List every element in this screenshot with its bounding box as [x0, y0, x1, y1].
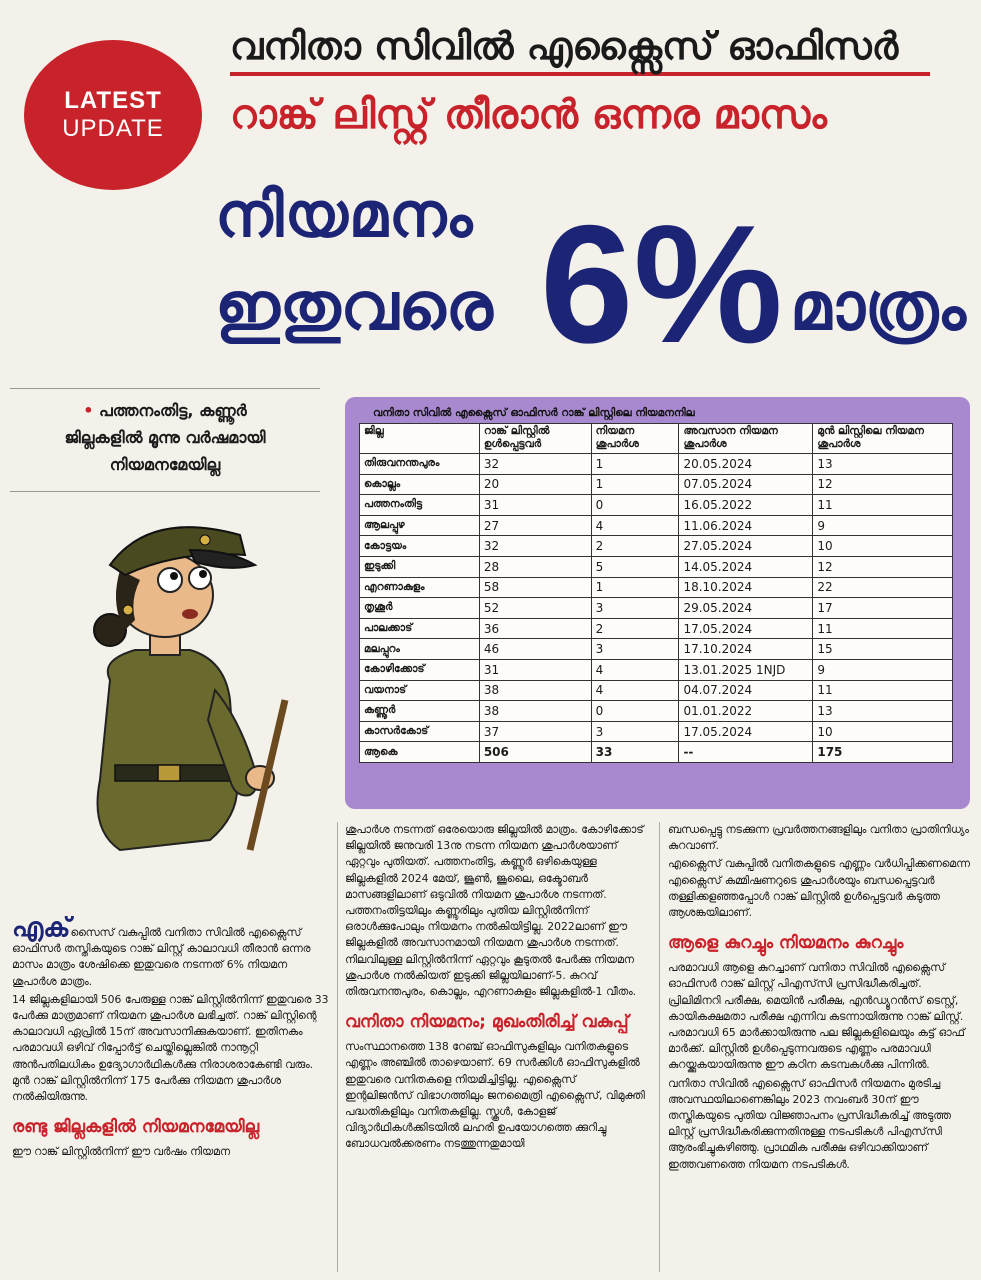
- table-row: [360, 495, 953, 516]
- cell-district: കാസർകോട്: [360, 721, 480, 742]
- cell-in-list: 27: [479, 515, 591, 536]
- cell-previous: 13: [813, 701, 953, 722]
- table-row: [360, 639, 953, 660]
- cell-in-list: 38: [479, 701, 591, 722]
- paragraph: സംസ്ഥാനത്തെ 138 റേഞ്ച് ഓഫിസുകളിലും വനിതകളുടെ എണ്ണം അഞ്ചിൽ താഴെയാണ്. 69 സർക്കിൾ ഓഫിസുകളിൽ ഇതുവരെ വനിതകളെ നിയമിച്ചിട്ടില്ല. എക്സൈസ് ഇന്റലിജൻസ് വിഭാഗത്തിലും ജനമൈത്രി എക്സൈസ്, വിമുക്തി പദ്ധതികളിലും വനിതകളില്ല. സ്കൂൾ, കോളജ് വിദ്യാർഥികൾക്കിടയിൽ ലഹരി ഉപയോഗത്തെ ക്കുറിച്ചു ബോധവൽക്കരണം നടത്തുന്നതുമായി: [345, 1040, 645, 1151]
- article-column-3: [668, 822, 973, 1175]
- table-row: [360, 536, 953, 557]
- paragraph: 14 ജില്ലകളിലായി 506 പേരുള്ള റാങ്ക് ലിസ്റ്റിൽനിന്ന് ഇതുവരെ 33 പേർക്കു മാത്രമാണ് നിയമന ശുപാർശ ലഭിച്ചത്. റാങ്ക് ലിസ്റ്റിന്റെ കാലാവധി ഏപ്രിൽ 15ന് അവസാനിക്കുകയാണ്. ഇതിനകം പരമാവധി ഒഴിവ് റിപ്പോർട്ട് ചെയ്തില്ലെങ്കിൽ നാനൂറ്റി അൻപതിലധികം ഉദ്യോഗാർഥികൾക്കു നിരാശരാകേണ്ടി വരും. മുൻ റാങ്ക് ലിസ്റ്റിൽനിന്ന് 175 പേർക്കു നിയമന ശുപാർശ നൽകിയിരുന്നു.: [12, 992, 329, 1104]
- table-row: [360, 721, 953, 742]
- header-last-recommendation: അവസാന നിയമന ശുപാർശ: [679, 424, 813, 454]
- cell-previous: 11: [813, 680, 953, 701]
- cell-recommended: 0: [591, 701, 679, 722]
- header-district: ജില്ല: [360, 424, 480, 454]
- cell-recommended: 3: [591, 639, 679, 660]
- cell-district: തിരുവനന്തപുരം: [360, 454, 480, 475]
- cell-last-date: 07.05.2024: [679, 474, 813, 495]
- officer-illustration: [40, 510, 330, 860]
- cell-district: കോട്ടയം: [360, 536, 480, 557]
- section-title: ആളെ കുറച്ചും നിയമനം കുറച്ചും: [668, 933, 904, 954]
- cell-previous: 13: [813, 454, 953, 475]
- table-row: [360, 680, 953, 701]
- paragraph: ശുപാർശ നടന്നത് ഒരേയൊരു ജില്ലയിൽ മാത്രം. കോഴിക്കോട് ജില്ലയിൽ ജനുവരി 13നു നടന്ന നിയമന ശുപാർശയാണ് ഏറ്റവും പുതിയത്. പത്തനംതിട്ട, കണ്ണൂർ ഒഴികെയുള്ള ജില്ലകളിൽ 2024 മേയ്, ജൂൺ, ജൂലൈ, ഒക്ടോബർ മാസങ്ങളിലാണ് ഒടുവിൽ നിയമന ശുപാർശ നടന്നത്. പത്തനംതിട്ടയിലും കണ്ണൂരിലും പുതിയ ലിസ്റ്റിൽനിന്ന് ഒരാൾക്കുപോലും നിയമനം നൽകിയിട്ടില്ല. 2022ലാണ് ഈ ജില്ലകളിൽ അവസാനമായി നിയമന ശുപാർശ നടന്നത്. നിലവിലുള്ള ലിസ്റ്റിൽനിന്ന് ഏറ്റവും കൂടുതൽ പേർക്കു നിയമന ശുപാർശ നൽകിയത് ഇടുക്കി ജില്ലയിലാണ്-5. കുറവ് തിരുവനന്തപുരം, കൊല്ലം, എറണാകുളം ജില്ലകളിൽ-1 വീതം.: [345, 823, 644, 999]
- cell-recommended: 1: [591, 577, 679, 598]
- table-row: [360, 618, 953, 639]
- cell-district: പാലക്കാട്: [360, 618, 480, 639]
- cell-in-list: 46: [479, 639, 591, 660]
- headline-percent: 6%: [540, 190, 783, 378]
- paragraph: പരമാവധി ആളെ കുറച്ചാണ് വനിതാ സിവിൽ എക്സൈസ് ഓഫിസർ റാങ്ക് ലിസ്റ്റ് പിഎസ്‌സി പ്രസിദ്ധീകരിച്ചത്. പ്രിലിമിനറി പരീക്ഷ, മെയിൻ പരീക്ഷ, എൻഡ്യൂറൻസ് ടെസ്റ്റ്, കായികക്ഷമതാ പരീക്ഷ എന്നിവ കടന്നായിരുന്നു റാങ്ക് ലിസ്റ്റ്. പരമാവധി 65 മാർക്കായിരുന്നു പല ജില്ലകളിലെയും കട്ട് ഓഫ് മാർക്ക്. ലിസ്റ്റിൽ ഉൾപ്പെടുന്നവരുടെ എണ്ണം പരമാവധി കുറയ്ക്കുകയായിരുന്നു ഈ കഠിന കടമ്പകൾക്കു പിന്നിൽ.: [668, 961, 965, 1072]
- cell-district: ആലപ്പുഴ: [360, 515, 480, 536]
- article-column-1: [12, 913, 330, 1162]
- cell-last-date: 14.05.2024: [679, 556, 813, 577]
- column-divider: [337, 822, 338, 1272]
- table-row: [360, 701, 953, 722]
- badge-line2: UPDATE: [62, 115, 164, 142]
- cell-in-list: 38: [479, 680, 591, 701]
- cell-recommended: 5: [591, 556, 679, 577]
- latest-update-badge: [24, 40, 202, 190]
- cell-in-list: 52: [479, 598, 591, 619]
- cell-recommended: 0: [591, 495, 679, 516]
- table-row: [360, 556, 953, 577]
- highlight-line1: [10, 397, 320, 424]
- paragraph-text: സൈസ് വകുപ്പിൽ വനിതാ സിവിൽ എക്സൈസ് ഓഫിസർ തസ്തികയുടെ റാങ്ക് ലിസ്റ്റ് കാലാവധി തീരാൻ ഒന്നര മാസം മാത്രം ശേഷിക്കെ ഇതുവരെ നടന്നത് 6% നിയമന ശുപാർശ മാത്രം.: [12, 926, 311, 988]
- cell-previous: 12: [813, 474, 953, 495]
- cell-last-date: 01.01.2022: [679, 701, 813, 722]
- paragraph: [12, 913, 330, 990]
- cell-district: മലപ്പുറം: [360, 639, 480, 660]
- cell-last-date: 20.05.2024: [679, 454, 813, 475]
- cell-previous: 17: [813, 598, 953, 619]
- cell-in-list: 28: [479, 556, 591, 577]
- table-total-row: [360, 742, 953, 763]
- cell-recommended: 4: [591, 680, 679, 701]
- cell-recommended: 1: [591, 474, 679, 495]
- cell-in-list: 31: [479, 659, 591, 680]
- kicker: വനിതാ സിവിൽ എക്സൈസ് ഓഫിസർ: [230, 24, 930, 76]
- cell-recommended: 3: [591, 721, 679, 742]
- column-divider: [659, 822, 660, 1272]
- cell-previous: 10: [813, 536, 953, 557]
- cell-in-list: 31: [479, 495, 591, 516]
- cell-last-date: 29.05.2024: [679, 598, 813, 619]
- dropcap: എക്: [12, 913, 71, 943]
- table-caption: വനിതാ സിവിൽ എക്സൈസ് ഓഫിസർ റാങ്ക് ലിസ്റ്റിലെ നിയമനനില: [373, 407, 695, 419]
- cell-previous: 22: [813, 577, 953, 598]
- highlight-box: [10, 388, 320, 492]
- cell-last-date: 17.05.2024: [679, 618, 813, 639]
- cell-previous: 11: [813, 618, 953, 639]
- table-header-row: [360, 424, 953, 454]
- paragraph: ഈ റാങ്ക് ലിസ്റ്റിൽനിന്ന് ഈ വർഷം നിയമന: [12, 1145, 230, 1159]
- table-row: [360, 659, 953, 680]
- cell-last-date: 17.10.2024: [679, 639, 813, 660]
- cell-district: പത്തനംതിട്ട: [360, 495, 480, 516]
- cell-district: വയനാട്: [360, 680, 480, 701]
- cell-district: എറണാകുളം: [360, 577, 480, 598]
- table-row: [360, 474, 953, 495]
- cell-district: ഇടുക്കി: [360, 556, 480, 577]
- cell-last-date: 13.01.2025 1NJD: [679, 659, 813, 680]
- header-previous-list: മുൻ ലിസ്റ്റിലെ നിയമന ശുപാർശ: [813, 424, 953, 454]
- rank-list-table: [359, 423, 953, 763]
- highlight-text2: ജില്ലകളിൽ മൂന്നു വർഷമായി: [64, 428, 266, 447]
- highlight-text1: പത്തനംതിട്ട, കണ്ണൂർ: [99, 401, 247, 420]
- headline-line3: മാത്രം: [790, 268, 966, 345]
- table-row: [360, 598, 953, 619]
- cell-recommended: 4: [591, 515, 679, 536]
- cell-previous: 12: [813, 556, 953, 577]
- cell-recommended: 4: [591, 659, 679, 680]
- paragraph: ബന്ധപ്പെട്ടു നടക്കുന്ന പ്രവർത്തനങ്ങളിലും വനിതാ പ്രാതിനിധ്യം കുറവാണ്.: [668, 823, 969, 853]
- cell-last-date: 04.07.2024: [679, 680, 813, 701]
- cell-last-date: 16.05.2022: [679, 495, 813, 516]
- highlight-text3: നിയമനമേയില്ല: [109, 455, 221, 474]
- cell-total-in-list: 506: [479, 742, 591, 763]
- cell-in-list: 32: [479, 454, 591, 475]
- cell-last-date: 17.05.2024: [679, 721, 813, 742]
- cell-last-date: 18.10.2024: [679, 577, 813, 598]
- cell-in-list: 58: [479, 577, 591, 598]
- paragraph: എക്സൈസ് വകുപ്പിൽ വനിതകളുടെ എണ്ണം വർധിപ്പിക്കണമെന്ന എക്സൈസ് കമ്മിഷണറുടെ ശുപാർശയും ബന്ധപ്പെട്ടവർ തള്ളിക്കളഞ്ഞപ്പോൾ റാങ്ക് ലിസ്റ്റിൽ ഉൾപ്പെട്ടവർ കടുത്ത ആശങ്കയിലാണ്.: [668, 857, 970, 920]
- table-row: [360, 515, 953, 536]
- bullet-icon: •: [83, 401, 94, 420]
- cell-last-date: 11.06.2024: [679, 515, 813, 536]
- cell-total-label: ആകെ: [360, 742, 480, 763]
- cell-total-previous: 175: [813, 742, 953, 763]
- cell-previous: 10: [813, 721, 953, 742]
- cell-in-list: 36: [479, 618, 591, 639]
- cell-previous: 11: [813, 495, 953, 516]
- section-title: വനിതാ നിയമനം; മുഖംതിരിച്ച് വകുപ്പ്: [345, 1012, 629, 1033]
- cell-district: തൃശൂർ: [360, 598, 480, 619]
- cell-recommended: 3: [591, 598, 679, 619]
- cell-district: കൊല്ലം: [360, 474, 480, 495]
- cell-recommended: 2: [591, 536, 679, 557]
- cell-total-last-date: --: [679, 742, 813, 763]
- headline-line2: ഇതുവരെ: [215, 268, 493, 345]
- cell-previous: 9: [813, 515, 953, 536]
- cell-last-date: 27.05.2024: [679, 536, 813, 557]
- cell-recommended: 1: [591, 454, 679, 475]
- rank-list-table-box: [345, 397, 970, 809]
- paragraph: വനിതാ സിവിൽ എക്സൈസ് ഓഫിസർ നിയമനം മുരടിച്ച അവസ്ഥയിലാണെങ്കിലും 2023 നവംബർ 30ന് ഈ തസ്തികയുടെ പുതിയ വിജ്ഞാപനം പ്രസിദ്ധീകരിച്ച് അടുത്ത ലിസ്റ്റ് പ്രസിദ്ധീകരിക്കുന്നതിനുള്ള നടപടികൾ പിഎസ്‌സി ആരംഭിച്ചുകഴിഞ്ഞു. പ്രാഥമിക പരീക്ഷ ഒഴിവാക്കിയാണ് ഇത്തവണത്തെ നിയമന നടപടികൾ.: [668, 1076, 951, 1171]
- header-in-list: റാങ്ക് ലിസ്റ്റിൽ ഉൾപ്പെട്ടവർ: [479, 424, 591, 454]
- cell-in-list: 20: [479, 474, 591, 495]
- cell-in-list: 32: [479, 536, 591, 557]
- cell-district: കണ്ണൂർ: [360, 701, 480, 722]
- table-row: [360, 454, 953, 475]
- cell-previous: 15: [813, 639, 953, 660]
- subhead: റാങ്ക് ലിസ്റ്റ് തീരാൻ ഒന്നര മാസം: [230, 92, 827, 138]
- header-recommended: നിയമന ശുപാർശ: [591, 424, 679, 454]
- cell-in-list: 37: [479, 721, 591, 742]
- headline-line1: നിയമനം: [215, 178, 474, 251]
- section-title: രണ്ടു ജില്ലകളിൽ നിയമനമേയില്ല: [12, 1117, 260, 1138]
- cell-district: കോഴിക്കോട്: [360, 659, 480, 680]
- cell-previous: 9: [813, 659, 953, 680]
- cell-recommended: 2: [591, 618, 679, 639]
- article-column-2: [345, 822, 645, 1155]
- cell-total-recommended: 33: [591, 742, 679, 763]
- table-row: [360, 577, 953, 598]
- badge-line1: LATEST: [64, 87, 162, 114]
